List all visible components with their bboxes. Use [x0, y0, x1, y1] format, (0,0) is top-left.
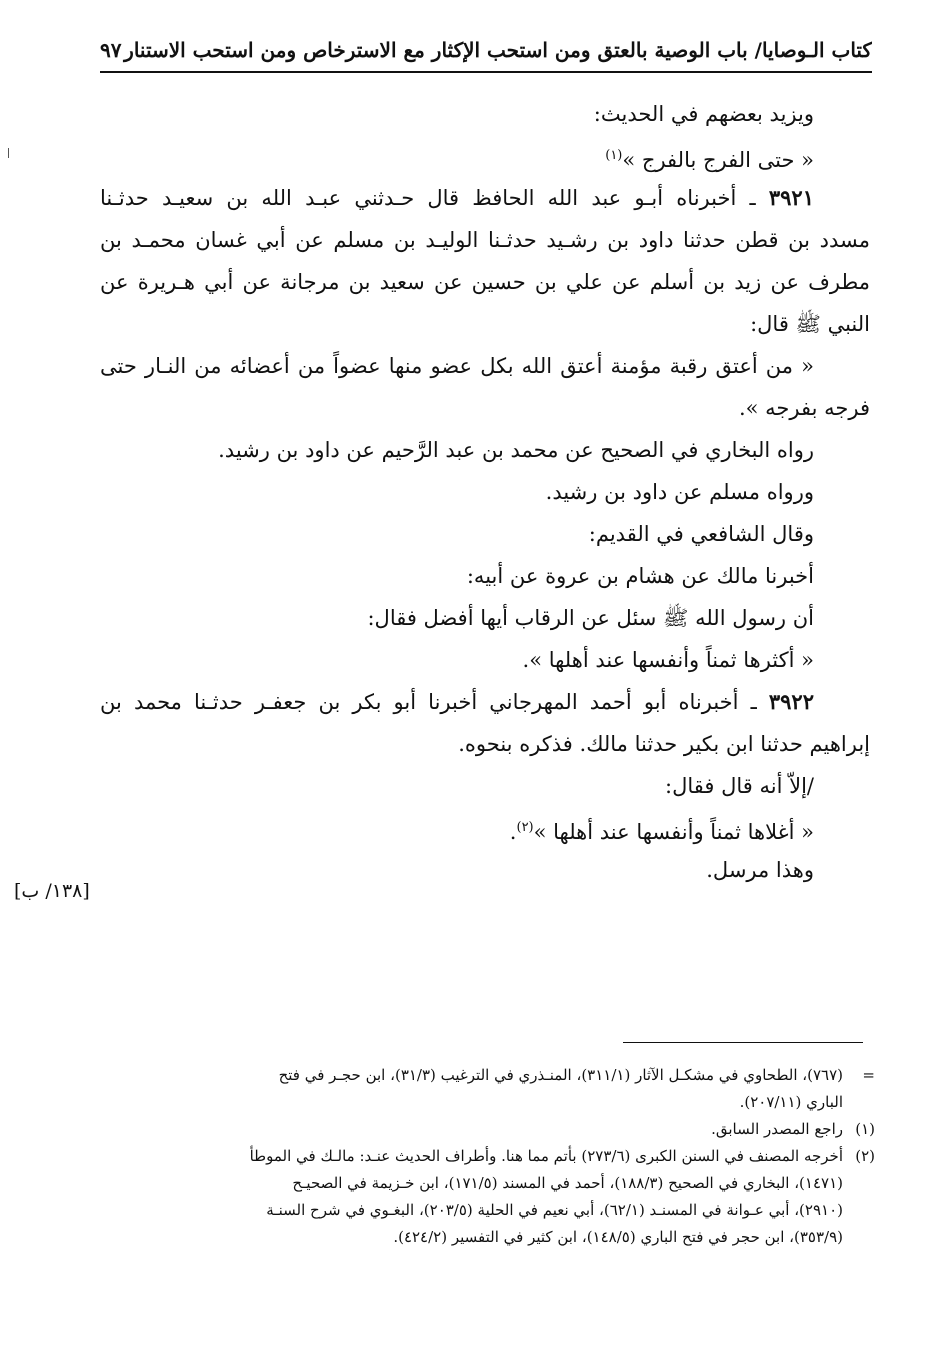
footnotes: [100, 1062, 875, 1251]
text-span: ـ أخبرناه أبو أحمد المهرجاني أخبرنا أبو بكر بن جعفـر حدثـنا محمد بن: [100, 690, 757, 714]
text-span: فرجه بفرجه ».: [738, 396, 870, 420]
hadith-3921-line: [100, 177, 870, 219]
text-span: .: [509, 820, 517, 844]
text-span: ويزيد بعضهم في الحديث:: [593, 102, 814, 126]
text-line: [100, 261, 870, 303]
footnote-mark: (٢): [855, 1147, 875, 1165]
text-line: [100, 135, 870, 177]
text-line: [100, 345, 870, 387]
text-span: ورواه مسلم عن داود بن رشيد.: [545, 480, 814, 504]
footnote-2: [100, 1143, 875, 1251]
text-span: مسدد بن قطن حدثنا داود بن رشـيد حدثـنا الوليـد بن مسلم عن أبي غسان محمـد بن: [100, 228, 870, 252]
running-header: [100, 30, 872, 70]
text-span: « أغلاها ثمناً وأنفسها عند أهلها »: [533, 820, 814, 844]
hadith-number: ٣٩٢١: [768, 185, 814, 210]
main-text: [100, 93, 870, 891]
text-line: [100, 807, 870, 849]
text-line: [100, 849, 870, 891]
hadith-number: ٣٩٢٢: [768, 689, 814, 714]
text-span: إبراهيم حدثنا ابن بكير حدثنا مالك. فذكره بنحوه.: [458, 732, 870, 756]
text-span: النبي ﷺ قال:: [750, 312, 870, 336]
text-span: ـ أخبرناه أبـو عبد الله الحافظ قال حـدثني عبـد الله بن سعيـد حدثـنا: [100, 186, 756, 210]
text-line: [100, 639, 870, 681]
text-span: وقال الشافعي في القديم:: [588, 522, 814, 546]
text-line: [100, 429, 870, 471]
footnote-line: أخرجه المصنف في السنن الكبرى (٢٧٣/٦) بأتم مما هنا. وأطراف الحديث عنـد: مالـك في الموطأ: [249, 1147, 843, 1165]
footnote-continued: [100, 1062, 875, 1116]
text-span: مطرف عن زيد بن أسلم عن علي بن حسين عن سعيد بن مرجانة عن أبي هـريرة عن: [100, 270, 870, 294]
text-line: [100, 471, 870, 513]
footnote-line: (٧٦٧)، الطحاوي في مشكـل الآثار (٣١١/١)، المنـذري في الترغيب (٣١/٣)، ابن حجـر في فتح: [278, 1066, 843, 1084]
text-span: أن رسول الله ﷺ سئل عن الرقاب أيها أفضل فقال:: [367, 606, 814, 630]
footnote-mark: =: [862, 1066, 875, 1084]
text-line: [100, 597, 870, 639]
text-line: [100, 219, 870, 261]
footnote-line: الباري (٢٠٧/١١).: [739, 1093, 843, 1111]
text-line: [100, 513, 870, 555]
hadith-3922-line: [100, 681, 870, 723]
footnote-line: (٢٩١٠)، أبي عـوانة في المسنـد (٦٢/١)، أبي نعيم في الحلية (٢٠٣/٥)، البغـوي في شرح السنـة: [266, 1201, 843, 1219]
text-span: « من أعتق رقبة مؤمنة أعتق الله بكل عضو منها عضواً من أعضائه من النـار حتى: [100, 354, 814, 378]
text-line: [100, 723, 870, 765]
footnote-ref: (١): [605, 148, 623, 163]
page-number: ٩٧: [100, 38, 122, 62]
footnote-1: [100, 1116, 875, 1143]
footnote-body: [100, 1062, 843, 1116]
text-span: أخبرنا مالك عن هشام بن عروة عن أبيه:: [466, 564, 814, 588]
text-line: [100, 303, 870, 345]
footnote-rule: [623, 1042, 863, 1043]
text-line: [100, 93, 870, 135]
footnote-line: (١٤٧١)، البخاري في الصحيح (١٨٨/٣)، أحمد في المسند (١٧١/٥)، ابن خـزيمة في الصحيـح: [292, 1174, 843, 1192]
text-span: رواه البخاري في الصحيح عن محمد بن عبد الرَّحيم عن داود بن رشيد.: [218, 438, 814, 462]
footnote-mark: (١): [855, 1120, 875, 1138]
scan-mark: [8, 148, 9, 158]
footnote-ref: (٢): [516, 820, 534, 835]
text-span: وهذا مرسل.: [706, 858, 814, 882]
footnote-body: [100, 1116, 843, 1143]
footnote-body: [100, 1143, 843, 1251]
text-line: [100, 555, 870, 597]
header-rule: [100, 71, 872, 73]
text-span: « حتى الفرج بالفرج »: [622, 148, 814, 172]
text-span: /إلاّ أنه قال فقال:: [665, 774, 814, 798]
text-line: [100, 765, 870, 807]
manuscript-folio-ref: [١٣٨/ ب]: [14, 880, 90, 902]
footnote-line: راجع المصدر السابق.: [711, 1120, 843, 1138]
footnote-line: (٣٥٣/٩)، ابن حجر في فتح الباري (١٤٨/٥)، ابن كثير في التفسير (٤٢٤/٢).: [393, 1228, 843, 1246]
header-title: كتاب الـوصايا/ باب الوصية بالعتق ومن استحب الإكثار مع الاسترخاص ومن استحب الاستنار: [124, 38, 872, 62]
text-span: « أكثرها ثمناً وأنفسها عند أهلها ».: [522, 648, 814, 672]
text-line: [100, 387, 870, 429]
